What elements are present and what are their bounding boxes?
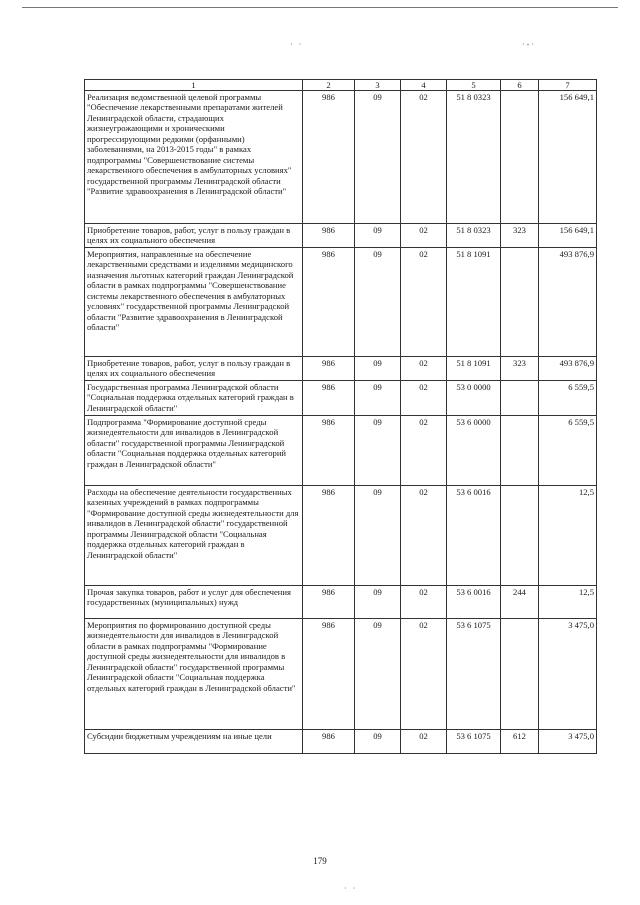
table-header-row <box>85 80 597 91</box>
cell-section: 09 <box>355 248 401 357</box>
cell-ministry-code: 986 <box>303 381 355 416</box>
column-header-4: 4 <box>401 80 447 91</box>
cell-amount: 156 649,1 <box>539 224 597 248</box>
cell-ministry-code: 986 <box>303 586 355 619</box>
cell-ministry-code: 986 <box>303 619 355 730</box>
cell-target-article: 53 0 0000 <box>447 381 501 416</box>
cell-ministry-code: 986 <box>303 224 355 248</box>
column-header-5: 5 <box>447 80 501 91</box>
cell-amount: 6 559,5 <box>539 416 597 486</box>
cell-ministry-code: 986 <box>303 91 355 224</box>
cell-expense-type <box>501 248 539 357</box>
cell-subsection: 02 <box>401 357 447 381</box>
cell-expense-type <box>501 486 539 586</box>
cell-ministry-code: 986 <box>303 730 355 754</box>
cell-target-article: 51 8 1091 <box>447 248 501 357</box>
table-row <box>85 357 597 381</box>
column-header-7: 7 <box>539 80 597 91</box>
row-name: Субсидии бюджетным учреждениям на иные цели <box>85 730 303 754</box>
page-number: 179 <box>313 856 327 866</box>
row-name: Расходы на обеспечение деятельности государственных казенных учреждений в рамках подпрограммы "Формирование доступной среды жизнедеятельности для инвалидов в Ленинградской области" государственной программы Ленинградской области "Социальная поддержка отдельных категорий граждан в Ленинградской области" <box>85 486 303 586</box>
column-header-6: 6 <box>501 80 539 91</box>
cell-subsection: 02 <box>401 381 447 416</box>
cell-expense-type: 323 <box>501 224 539 248</box>
column-header-3: 3 <box>355 80 401 91</box>
table-row <box>85 486 597 586</box>
budget-table <box>84 79 597 754</box>
cell-expense-type: 323 <box>501 357 539 381</box>
cell-expense-type <box>501 381 539 416</box>
scan-top-rule <box>22 7 618 8</box>
cell-target-article: 53 6 0000 <box>447 416 501 486</box>
cell-target-article: 51 8 0323 <box>447 224 501 248</box>
row-name: Прочая закупка товаров, работ и услуг для обеспечения государственных (муниципальных) нужд <box>85 586 303 619</box>
cell-ministry-code: 986 <box>303 248 355 357</box>
row-name: Мероприятия, направленные на обеспечение лекарственными средствами и изделиями медицинского назначения льготных категорий граждан Ленинградской области в рамках подпрограммы "Совершенствование системы лекарственного обеспечения в амбулаторных условиях" государственной программы Ленинградской области "Развитие здравоохранения в Ленинградской области" <box>85 248 303 357</box>
cell-target-article: 51 8 1091 <box>447 357 501 381</box>
cell-amount: 12,5 <box>539 486 597 586</box>
table-row <box>85 416 597 486</box>
table-row <box>85 224 597 248</box>
cell-expense-type <box>501 619 539 730</box>
cell-amount: 3 475,0 <box>539 619 597 730</box>
cell-section: 09 <box>355 91 401 224</box>
cell-section: 09 <box>355 486 401 586</box>
cell-target-article: 53 6 0016 <box>447 486 501 586</box>
cell-target-article: 53 6 1075 <box>447 730 501 754</box>
cell-section: 09 <box>355 619 401 730</box>
cell-section: 09 <box>355 730 401 754</box>
cell-ministry-code: 986 <box>303 357 355 381</box>
cell-amount: 12,5 <box>539 586 597 619</box>
scan-speck: ·-· <box>522 40 536 49</box>
cell-section: 09 <box>355 357 401 381</box>
cell-amount: 6 559,5 <box>539 381 597 416</box>
cell-subsection: 02 <box>401 730 447 754</box>
cell-subsection: 02 <box>401 486 447 586</box>
cell-target-article: 53 6 1075 <box>447 619 501 730</box>
cell-target-article: 51 8 0323 <box>447 91 501 224</box>
cell-section: 09 <box>355 416 401 486</box>
cell-ministry-code: 986 <box>303 486 355 586</box>
row-name: Подпрограмма "Формирование доступной среды жизнедеятельности для инвалидов в Ленинградской области" государственной программы Ленинградской области "Социальная поддержка отдельных категорий граждан в Ленинградской области" <box>85 416 303 486</box>
row-name: Реализация ведомственной целевой программы "Обеспечение лекарственными препаратами жителей Ленинградской области, страдающих жизнеугрожающими и хроническими прогрессирующими редкими (орфанными) заболеваниями, на 2013-2015 годы" в рамках подпрограммы "Совершенствование системы лекарственного обеспечения в амбулаторных условиях" государственной программы Ленинградской области "Развитие здравоохранения в Ленинградской области" <box>85 91 303 224</box>
cell-subsection: 02 <box>401 586 447 619</box>
cell-expense-type <box>501 416 539 486</box>
cell-ministry-code: 986 <box>303 416 355 486</box>
table-row <box>85 381 597 416</box>
cell-subsection: 02 <box>401 619 447 730</box>
scan-speck: · · <box>290 40 304 49</box>
cell-amount: 156 649,1 <box>539 91 597 224</box>
cell-section: 09 <box>355 586 401 619</box>
cell-subsection: 02 <box>401 416 447 486</box>
column-header-2: 2 <box>303 80 355 91</box>
table-row <box>85 586 597 619</box>
table-row <box>85 91 597 224</box>
scan-speck: · · <box>344 884 358 893</box>
cell-target-article: 53 6 0016 <box>447 586 501 619</box>
row-name: Приобретение товаров, работ, услуг в пользу граждан в целях их социального обеспечения <box>85 224 303 248</box>
cell-amount: 493 876,9 <box>539 248 597 357</box>
cell-subsection: 02 <box>401 224 447 248</box>
table-row <box>85 248 597 357</box>
column-header-1: 1 <box>85 80 303 91</box>
row-name: Мероприятия по формированию доступной среды жизнедеятельности для инвалидов в Ленинградской области в рамках подпрограммы "Формирование доступной среды жизнедеятельности для инвалидов в Ленинградской области" государственной программы Ленинградской области "Социальная поддержка отдельных категорий граждан в Ленинградской области" <box>85 619 303 730</box>
cell-amount: 3 475,0 <box>539 730 597 754</box>
cell-subsection: 02 <box>401 248 447 357</box>
cell-expense-type: 244 <box>501 586 539 619</box>
cell-expense-type <box>501 91 539 224</box>
table-row <box>85 619 597 730</box>
row-name: Государственная программа Ленинградской области "Социальная поддержка отдельных категорий граждан в Ленинградской области" <box>85 381 303 416</box>
cell-subsection: 02 <box>401 91 447 224</box>
cell-expense-type: 612 <box>501 730 539 754</box>
cell-section: 09 <box>355 381 401 416</box>
cell-amount: 493 876,9 <box>539 357 597 381</box>
row-name: Приобретение товаров, работ, услуг в пользу граждан в целях их социального обеспечения <box>85 357 303 381</box>
table-row <box>85 730 597 754</box>
cell-section: 09 <box>355 224 401 248</box>
